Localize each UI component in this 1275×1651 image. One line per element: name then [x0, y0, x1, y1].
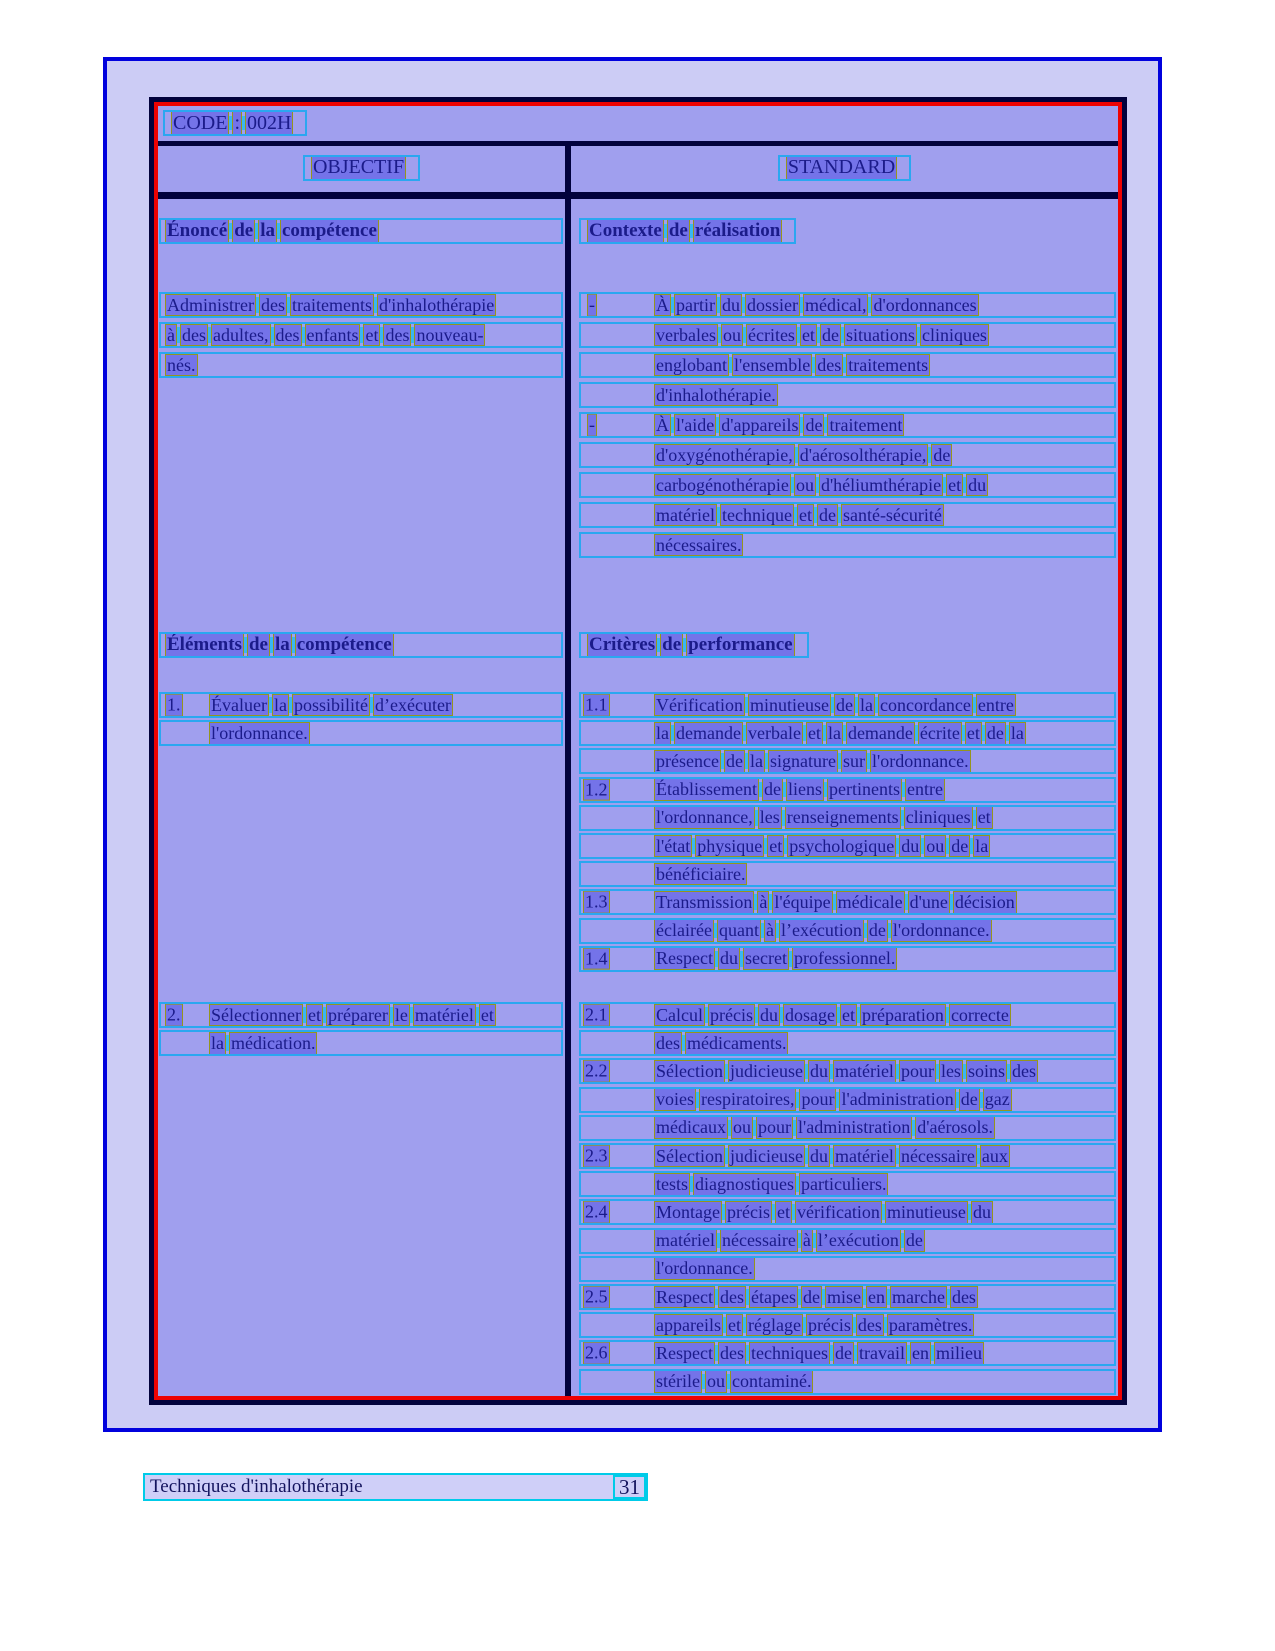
- word-box: correcte: [950, 1004, 1009, 1025]
- word-box: judicieuse: [729, 1061, 803, 1082]
- line-box: [579, 1087, 1116, 1113]
- word-box: et: [948, 474, 962, 495]
- item-number: 2.6: [585, 1342, 608, 1363]
- word-box: travail: [858, 1342, 905, 1363]
- word-box: pertinents: [828, 779, 900, 800]
- heading-criteres: [579, 632, 1116, 660]
- word-box: ou: [722, 324, 741, 345]
- word-box: physique: [697, 835, 763, 856]
- word-box: du: [759, 1004, 778, 1025]
- word-box: du: [809, 1061, 828, 1082]
- word-box: de: [248, 634, 268, 656]
- word-box: médicaux: [656, 1117, 726, 1138]
- word-box: cliniques: [905, 807, 971, 828]
- line-box: [159, 218, 563, 244]
- line-box: [579, 805, 1116, 831]
- word-box: de: [668, 220, 688, 242]
- line-box: [579, 692, 1116, 718]
- item-number: -: [589, 414, 595, 435]
- line-box: [579, 1284, 1116, 1310]
- line-box: [159, 720, 563, 746]
- line-box: [159, 292, 563, 318]
- item-number: 2.5: [585, 1286, 608, 1307]
- word-box: matériel: [414, 1004, 474, 1025]
- line-box: [579, 861, 1116, 887]
- header-cell-objectif: [158, 146, 565, 192]
- word-box: préparation: [861, 1004, 944, 1025]
- word-box: la: [749, 751, 763, 772]
- line-box: [579, 1228, 1116, 1254]
- word-box: appareils: [656, 1314, 721, 1335]
- line-box: [159, 692, 563, 718]
- footer-bar: [143, 1473, 648, 1501]
- word-box: précis: [710, 1004, 753, 1025]
- word-box: à: [765, 920, 774, 941]
- criteria-block: [579, 692, 1116, 1397]
- word-box: marche: [891, 1286, 945, 1307]
- word-box: partir: [676, 294, 715, 315]
- word-box: et: [801, 324, 815, 345]
- word-box: matériel: [834, 1145, 894, 1166]
- word-box: des: [656, 1032, 680, 1053]
- word-box: de: [834, 1342, 852, 1363]
- line-box: [579, 1058, 1116, 1084]
- word-box: ou: [795, 474, 814, 495]
- item-number: 1.3: [585, 891, 608, 912]
- word-box: possibilité: [293, 694, 368, 715]
- word-box: matériel: [834, 1061, 894, 1082]
- word-box: l'administration: [797, 1117, 911, 1138]
- word-box: nécessaire: [900, 1145, 975, 1166]
- word-box: Sélection: [656, 1061, 723, 1082]
- word-box: verbale: [747, 722, 801, 743]
- line-box: [159, 1002, 563, 1028]
- word-box: minutieuse: [886, 1202, 966, 1223]
- line-box: [579, 502, 1116, 528]
- line-box: [579, 412, 1116, 438]
- word-box: Calcul: [656, 1004, 703, 1025]
- word-box: préparer: [327, 1004, 388, 1025]
- word-box: des: [261, 294, 285, 315]
- line-box: [579, 218, 796, 244]
- word-box: la: [859, 694, 873, 715]
- word-box: la: [975, 835, 989, 856]
- word-box: soins: [967, 1061, 1005, 1082]
- line-box: [159, 1030, 563, 1056]
- word-box: situations: [845, 324, 915, 345]
- word-box: compétence: [281, 220, 377, 242]
- line-box: [159, 352, 563, 378]
- word-box: CODE: [173, 111, 228, 134]
- line-box: [579, 322, 1116, 348]
- word-box: de: [951, 835, 969, 856]
- item-number: 1.: [167, 694, 181, 715]
- word-box: adultes,: [213, 324, 269, 345]
- word-box: précis: [807, 1314, 851, 1335]
- word-box: demande: [847, 722, 913, 743]
- word-box: performance: [688, 634, 793, 656]
- word-box: d'aérosolthérapie,: [799, 444, 927, 465]
- word-box: et: [841, 1004, 855, 1025]
- word-box: la: [274, 634, 290, 656]
- word-box: liens: [787, 779, 822, 800]
- code-label: [163, 110, 307, 136]
- word-box: l'ensemble: [733, 354, 811, 375]
- word-box: médication.: [231, 1032, 316, 1053]
- word-box: traitements: [848, 354, 929, 375]
- word-box: ou: [926, 835, 945, 856]
- element-item-2: [159, 1002, 563, 1058]
- line-box: [579, 382, 1116, 408]
- context-block: [579, 292, 1116, 562]
- word-box: écrites: [747, 324, 795, 345]
- word-box: en: [867, 1286, 885, 1307]
- word-box: précis: [726, 1202, 770, 1223]
- word-box: l'équipe: [774, 891, 831, 912]
- line-box: [579, 1030, 1116, 1056]
- word-box: concordance: [879, 694, 971, 715]
- line-box: [579, 442, 1116, 468]
- item-number: 2.4: [585, 1202, 608, 1223]
- word-box: matériel: [656, 504, 715, 525]
- word-box: la: [656, 722, 669, 743]
- item-number: 2.1: [585, 1004, 608, 1025]
- word-box: et: [807, 722, 821, 743]
- line-box: [579, 748, 1116, 774]
- heading-elements: [159, 632, 563, 660]
- word-box: Respect: [656, 948, 713, 969]
- word-box: du: [901, 835, 920, 856]
- line-box: [579, 1171, 1116, 1197]
- word-box: santé-sécurité: [842, 504, 942, 525]
- word-box: de: [725, 751, 743, 772]
- word-box: secret: [744, 948, 787, 969]
- word-box: d'appareils: [721, 414, 799, 435]
- word-box: ou: [706, 1371, 725, 1392]
- line-box: [159, 322, 563, 348]
- word-box: nécessaire: [721, 1230, 796, 1251]
- word-box: compétence: [296, 634, 392, 656]
- word-box: l'état: [656, 835, 691, 856]
- line-box: [579, 472, 1116, 498]
- page-frame: [103, 57, 1162, 1432]
- word-box: techniques: [750, 1342, 828, 1363]
- word-box: l'administration: [841, 1089, 954, 1110]
- word-box: de: [802, 1286, 820, 1307]
- line-box: [579, 720, 1116, 746]
- word-box: l’exécution: [780, 920, 862, 941]
- word-box: pour: [900, 1061, 934, 1082]
- word-box: les: [759, 807, 780, 828]
- item-number: 1.1: [585, 694, 608, 715]
- word-box: et: [798, 504, 812, 525]
- line-box: [579, 532, 1116, 558]
- word-box: Administrer: [167, 294, 254, 315]
- word-box: :: [234, 111, 241, 134]
- word-box: l'ordonnance.: [871, 751, 969, 772]
- word-box: Montage: [656, 1202, 720, 1223]
- line-box: [579, 1256, 1116, 1282]
- word-box: de: [662, 634, 682, 656]
- word-box: de: [805, 414, 823, 435]
- word-box: demande: [676, 722, 741, 743]
- line-box: [579, 889, 1116, 915]
- word-box: d'inhalothérapie: [378, 294, 495, 315]
- word-box: et: [776, 1202, 790, 1223]
- word-box: particuliers.: [801, 1173, 887, 1194]
- item-number: 2.3: [585, 1145, 608, 1166]
- word-box: entre: [977, 694, 1014, 715]
- header-cell-standard: [571, 146, 1118, 192]
- word-box: la: [260, 220, 275, 242]
- word-box: STANDARD: [787, 156, 896, 179]
- word-box: vérification: [796, 1202, 880, 1223]
- word-box: éclairée: [656, 920, 712, 941]
- word-box: quant: [718, 920, 759, 941]
- item-number: -: [589, 294, 595, 315]
- word-box: dossier: [746, 294, 798, 315]
- word-box: Sélectionner: [211, 1004, 301, 1025]
- word-box: l'ordonnance,: [656, 807, 753, 828]
- word-box: minutieuse: [749, 694, 829, 715]
- word-box: À: [656, 414, 669, 435]
- word-box: et: [307, 1004, 321, 1025]
- word-box: Transmission: [656, 891, 753, 912]
- word-box: de: [818, 504, 836, 525]
- word-box: présence: [656, 751, 719, 772]
- word-box: les: [940, 1061, 961, 1082]
- item-number: 2.: [167, 1004, 181, 1025]
- item-number: 1.2: [585, 779, 608, 800]
- word-box: psychologique: [789, 835, 895, 856]
- word-box: Respect: [656, 1342, 713, 1363]
- word-box: réglage: [747, 1314, 801, 1335]
- line-box: [579, 1340, 1116, 1366]
- word-box: respiratoires,: [701, 1089, 795, 1110]
- word-box: nécessaires.: [656, 534, 742, 555]
- word-box: traitement: [829, 414, 903, 435]
- word-box: des: [385, 324, 410, 345]
- word-box: technique: [721, 504, 792, 525]
- line-box: [579, 632, 809, 658]
- word-box: médicaments.: [687, 1032, 787, 1053]
- word-box: la: [1010, 722, 1024, 743]
- word-box: l'aide: [676, 414, 715, 435]
- word-box: d'inhalothérapie.: [656, 384, 776, 405]
- word-box: l’exécution: [817, 1230, 899, 1251]
- word-box: entre: [906, 779, 943, 800]
- word-box: de: [868, 920, 886, 941]
- word-box: des: [182, 324, 206, 345]
- word-box: nouveau-: [416, 324, 484, 345]
- word-box: bénéficiaire.: [656, 863, 746, 884]
- word-box: carbogénothérapie: [656, 474, 789, 495]
- header-label-objectif: [303, 155, 420, 181]
- word-box: Contexte: [589, 220, 662, 242]
- word-box: l'ordonnance.: [211, 722, 308, 743]
- page-number: 31: [619, 1474, 640, 1499]
- word-box: l'ordonnance.: [656, 1258, 753, 1279]
- word-box: nés.: [167, 354, 196, 375]
- word-box: la: [827, 722, 841, 743]
- word-box: aux: [981, 1145, 1008, 1166]
- word-box: de: [234, 220, 254, 242]
- element-item-1: [159, 692, 563, 748]
- word-box: de: [986, 722, 1004, 743]
- header-label-standard: [778, 155, 911, 181]
- word-box: d’exécuter: [374, 694, 451, 715]
- word-box: réalisation: [694, 220, 781, 242]
- heading-enonce: [159, 218, 563, 246]
- word-box: décision: [954, 891, 1015, 912]
- word-box: d'une: [909, 891, 948, 912]
- line-box: [579, 1002, 1116, 1028]
- statement-block: [159, 292, 563, 382]
- word-box: Vérification: [656, 694, 743, 715]
- word-box: Critères: [589, 634, 656, 656]
- word-box: du: [719, 948, 738, 969]
- word-box: du: [968, 474, 987, 495]
- word-box: et: [977, 807, 991, 828]
- word-box: voies: [656, 1089, 694, 1110]
- line-box: [579, 1143, 1116, 1169]
- word-box: renseignements: [786, 807, 899, 828]
- item-number: 2.2: [585, 1061, 608, 1082]
- word-box: mise: [826, 1286, 861, 1307]
- word-box: verbales: [656, 324, 716, 345]
- word-box: Sélection: [656, 1145, 723, 1166]
- word-box: tests: [656, 1173, 689, 1194]
- word-box: des: [1011, 1061, 1036, 1082]
- word-box: étapes: [750, 1286, 796, 1307]
- word-box: d'ordonnances: [873, 294, 977, 315]
- line-box: [159, 632, 563, 658]
- footer-title: Techniques d'inhalothérapie: [150, 1476, 363, 1497]
- word-box: d'oxygénothérapie,: [656, 444, 793, 465]
- word-box: Énoncé: [167, 220, 228, 242]
- line-box: [579, 1115, 1116, 1141]
- word-box: et: [727, 1314, 741, 1335]
- word-box: de: [821, 324, 839, 345]
- line-box: [579, 1369, 1116, 1395]
- page-number-box: [613, 1475, 646, 1499]
- word-box: judicieuse: [729, 1145, 803, 1166]
- column-divider: [565, 141, 571, 1396]
- word-box: contaminé.: [731, 1371, 812, 1392]
- word-box: pour: [757, 1117, 791, 1138]
- word-box: de: [933, 444, 951, 465]
- word-box: traitements: [292, 294, 372, 315]
- word-box: enfants: [306, 324, 359, 345]
- word-box: sur: [842, 751, 865, 772]
- code-row: [163, 110, 307, 138]
- word-box: milieu: [935, 1342, 982, 1363]
- word-box: Évaluer: [211, 694, 267, 715]
- word-box: paramètres.: [888, 1314, 973, 1335]
- word-box: de: [835, 694, 853, 715]
- line-box: [579, 833, 1116, 859]
- objective-standard-table: [154, 102, 1122, 1400]
- word-box: OBJECTIF: [312, 156, 405, 179]
- item-number: 1.4: [585, 948, 608, 969]
- line-box: [579, 777, 1116, 803]
- word-box: des: [817, 354, 842, 375]
- word-box: d'héliumthérapie: [820, 474, 942, 495]
- word-box: cliniques: [921, 324, 987, 345]
- heading-contexte: [579, 218, 1116, 246]
- word-box: en: [911, 1342, 929, 1363]
- word-box: d'aérosols.: [917, 1117, 993, 1138]
- word-box: stérile: [656, 1371, 700, 1392]
- word-box: des: [275, 324, 300, 345]
- word-box: le: [394, 1004, 408, 1025]
- word-box: et: [365, 324, 379, 345]
- word-box: de: [905, 1230, 923, 1251]
- word-box: matériel: [656, 1230, 715, 1251]
- word-box: Éléments: [167, 634, 242, 656]
- word-box: du: [972, 1202, 991, 1223]
- word-box: médicale: [837, 891, 903, 912]
- line-box: [579, 946, 1116, 972]
- word-box: pour: [801, 1089, 835, 1110]
- word-box: l'ordonnance.: [892, 920, 990, 941]
- line-box: [579, 1199, 1116, 1225]
- word-box: À: [656, 294, 669, 315]
- word-box: la: [273, 694, 287, 715]
- word-box: des: [951, 1286, 976, 1307]
- word-box: la: [211, 1032, 224, 1053]
- word-box: de: [960, 1089, 978, 1110]
- word-box: gaz: [984, 1089, 1010, 1110]
- word-box: Établissement: [656, 779, 757, 800]
- line-box: [579, 352, 1116, 378]
- word-box: et: [480, 1004, 494, 1025]
- word-box: des: [857, 1314, 882, 1335]
- word-box: ou: [732, 1117, 751, 1138]
- word-box: du: [721, 294, 740, 315]
- word-box: professionnel.: [793, 948, 896, 969]
- word-box: des: [719, 1286, 744, 1307]
- word-box: signature: [769, 751, 836, 772]
- line-box: [579, 918, 1116, 944]
- word-box: 002H: [247, 111, 292, 134]
- word-box: englobant: [656, 354, 727, 375]
- word-box: et: [966, 722, 980, 743]
- word-box: du: [809, 1145, 828, 1166]
- word-box: à: [802, 1230, 811, 1251]
- word-box: des: [719, 1342, 744, 1363]
- word-box: écrite: [919, 722, 960, 743]
- word-box: et: [769, 835, 783, 856]
- table-rule-under-header-row: [158, 192, 1118, 199]
- word-box: à: [759, 891, 768, 912]
- word-box: dosage: [784, 1004, 835, 1025]
- line-box: [579, 292, 1116, 318]
- word-box: médical,: [804, 294, 867, 315]
- word-box: diagnostiques: [695, 1173, 795, 1194]
- line-box: [579, 1312, 1116, 1338]
- word-box: Respect: [656, 1286, 713, 1307]
- word-box: à: [167, 324, 175, 345]
- word-box: de: [763, 779, 781, 800]
